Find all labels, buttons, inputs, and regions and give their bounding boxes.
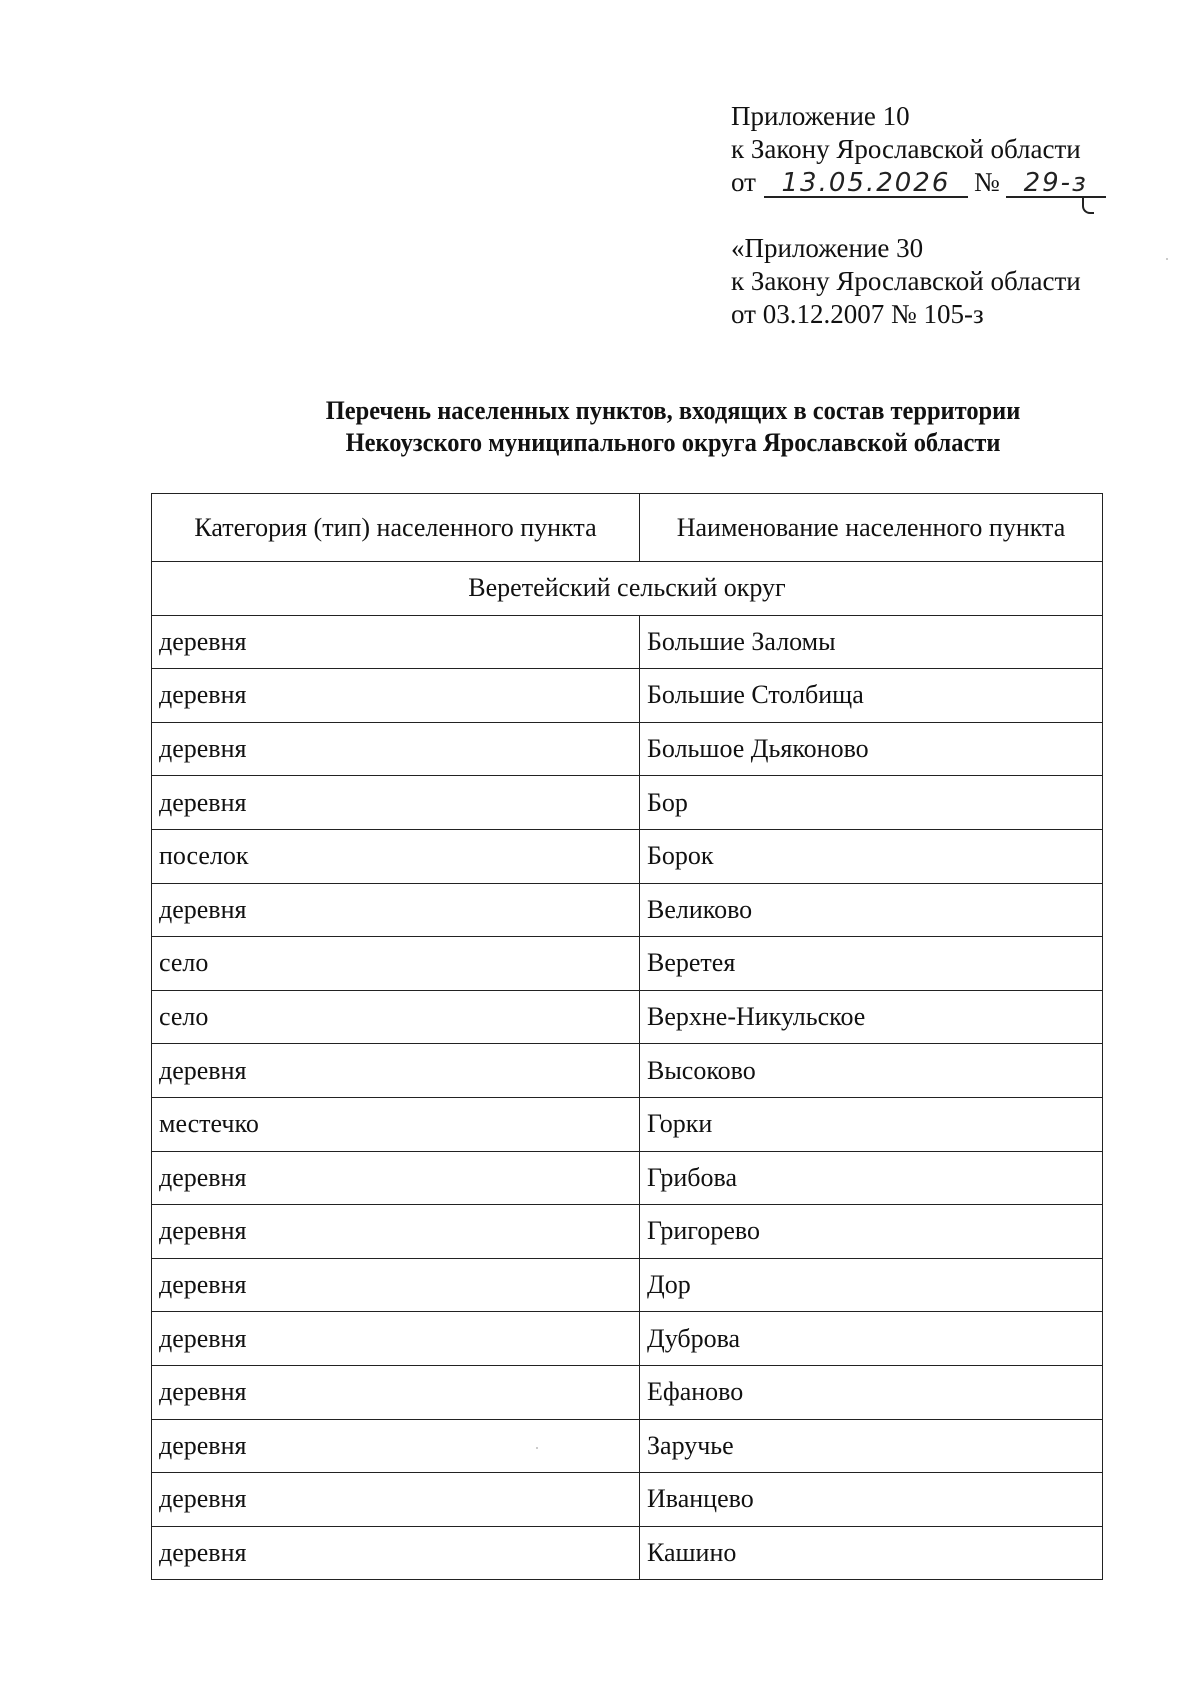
- settlement-name: Заручье: [640, 1419, 1103, 1473]
- settlement-name: Ефаново: [640, 1365, 1103, 1419]
- table-row: [152, 1419, 1103, 1473]
- settlement-name: Верхне-Никульское: [640, 990, 1103, 1044]
- table-row: [152, 669, 1103, 723]
- scan-speck: [536, 1447, 538, 1449]
- settlement-category: деревня: [152, 1526, 640, 1580]
- settlement-category: деревня: [152, 1419, 640, 1473]
- settlement-category: местечко: [152, 1097, 640, 1151]
- settlement-category: деревня: [152, 1205, 640, 1259]
- table-row: [152, 1258, 1103, 1312]
- settlement-category: деревня: [152, 669, 640, 723]
- column-header-name: Наименование населенного пункта: [640, 494, 1103, 562]
- settlement-category: деревня: [152, 1044, 640, 1098]
- settlement-category: деревня: [152, 1151, 640, 1205]
- table-row: [152, 1044, 1103, 1098]
- original-law-date: от 03.12.2007 № 105-з: [731, 299, 984, 329]
- settlement-name: Кашино: [640, 1526, 1103, 1580]
- scan-speck: [1166, 258, 1168, 260]
- column-header-category: Категория (тип) населенного пункта: [152, 494, 640, 562]
- settlement-name: Великово: [640, 883, 1103, 937]
- settlement-name: Веретея: [640, 937, 1103, 991]
- handwritten-date: 13.05.2026: [764, 170, 968, 198]
- current-appendix-header: [731, 100, 1171, 199]
- table-row: [152, 1473, 1103, 1527]
- settlement-category: село: [152, 937, 640, 991]
- settlement-name: Дор: [640, 1258, 1103, 1312]
- table-row: [152, 722, 1103, 776]
- table-row: [152, 1312, 1103, 1366]
- table-row: [152, 615, 1103, 669]
- settlement-name: Бор: [640, 776, 1103, 830]
- settlement-category: село: [152, 990, 640, 1044]
- settlement-category: деревня: [152, 1258, 640, 1312]
- settlement-category: деревня: [152, 1365, 640, 1419]
- handwritten-number: 29-з: [1006, 170, 1106, 198]
- appendix-law-reference: к Закону Ярославской области: [731, 134, 1081, 164]
- number-prefix: №: [973, 167, 1000, 197]
- settlement-name: Григорево: [640, 1205, 1103, 1259]
- settlement-category: деревня: [152, 1473, 640, 1527]
- settlement-name: Грибова: [640, 1151, 1103, 1205]
- settlement-category: деревня: [152, 722, 640, 776]
- settlement-name: Борок: [640, 829, 1103, 883]
- table-row: [152, 776, 1103, 830]
- original-appendix-title: «Приложение 30: [731, 233, 924, 263]
- table-row: [152, 1365, 1103, 1419]
- settlement-category: деревня: [152, 776, 640, 830]
- settlement-name: Дуброва: [640, 1312, 1103, 1366]
- table-row: [152, 990, 1103, 1044]
- settlement-name: Иванцево: [640, 1473, 1103, 1527]
- table-row: [152, 1205, 1103, 1259]
- date-prefix: от: [731, 167, 756, 197]
- original-appendix-header: [731, 232, 1171, 331]
- title-line-1: Перечень населенных пунктов, входящих в состав территории: [325, 396, 1021, 425]
- settlement-category: деревня: [152, 1312, 640, 1366]
- document-title: [0, 395, 1200, 459]
- original-law-reference: к Закону Ярославской области: [731, 266, 1081, 296]
- table-row: [152, 1097, 1103, 1151]
- settlement-category: поселок: [152, 829, 640, 883]
- table-header-row: [152, 494, 1103, 562]
- appendix-date-line: [731, 166, 1171, 199]
- settlement-name: Высоково: [640, 1044, 1103, 1098]
- settlement-category: деревня: [152, 883, 640, 937]
- settlement-name: Большие Столбища: [640, 669, 1103, 723]
- table-row: [152, 1526, 1103, 1580]
- settlement-name: Горки: [640, 1097, 1103, 1151]
- table-row: [152, 1151, 1103, 1205]
- district-name: Веретейский сельский округ: [152, 562, 1103, 616]
- table-row: [152, 937, 1103, 991]
- settlements-table: [151, 493, 1103, 1580]
- table-row: [152, 883, 1103, 937]
- settlement-name: Большое Дьяконово: [640, 722, 1103, 776]
- appendix-title: Приложение 10: [731, 101, 910, 131]
- district-row: [152, 562, 1103, 616]
- settlement-name: Большие Заломы: [640, 615, 1103, 669]
- settlement-category: деревня: [152, 615, 640, 669]
- title-line-2: Некоузского муниципального округа Ярославской области: [345, 428, 1001, 457]
- table-row: [152, 829, 1103, 883]
